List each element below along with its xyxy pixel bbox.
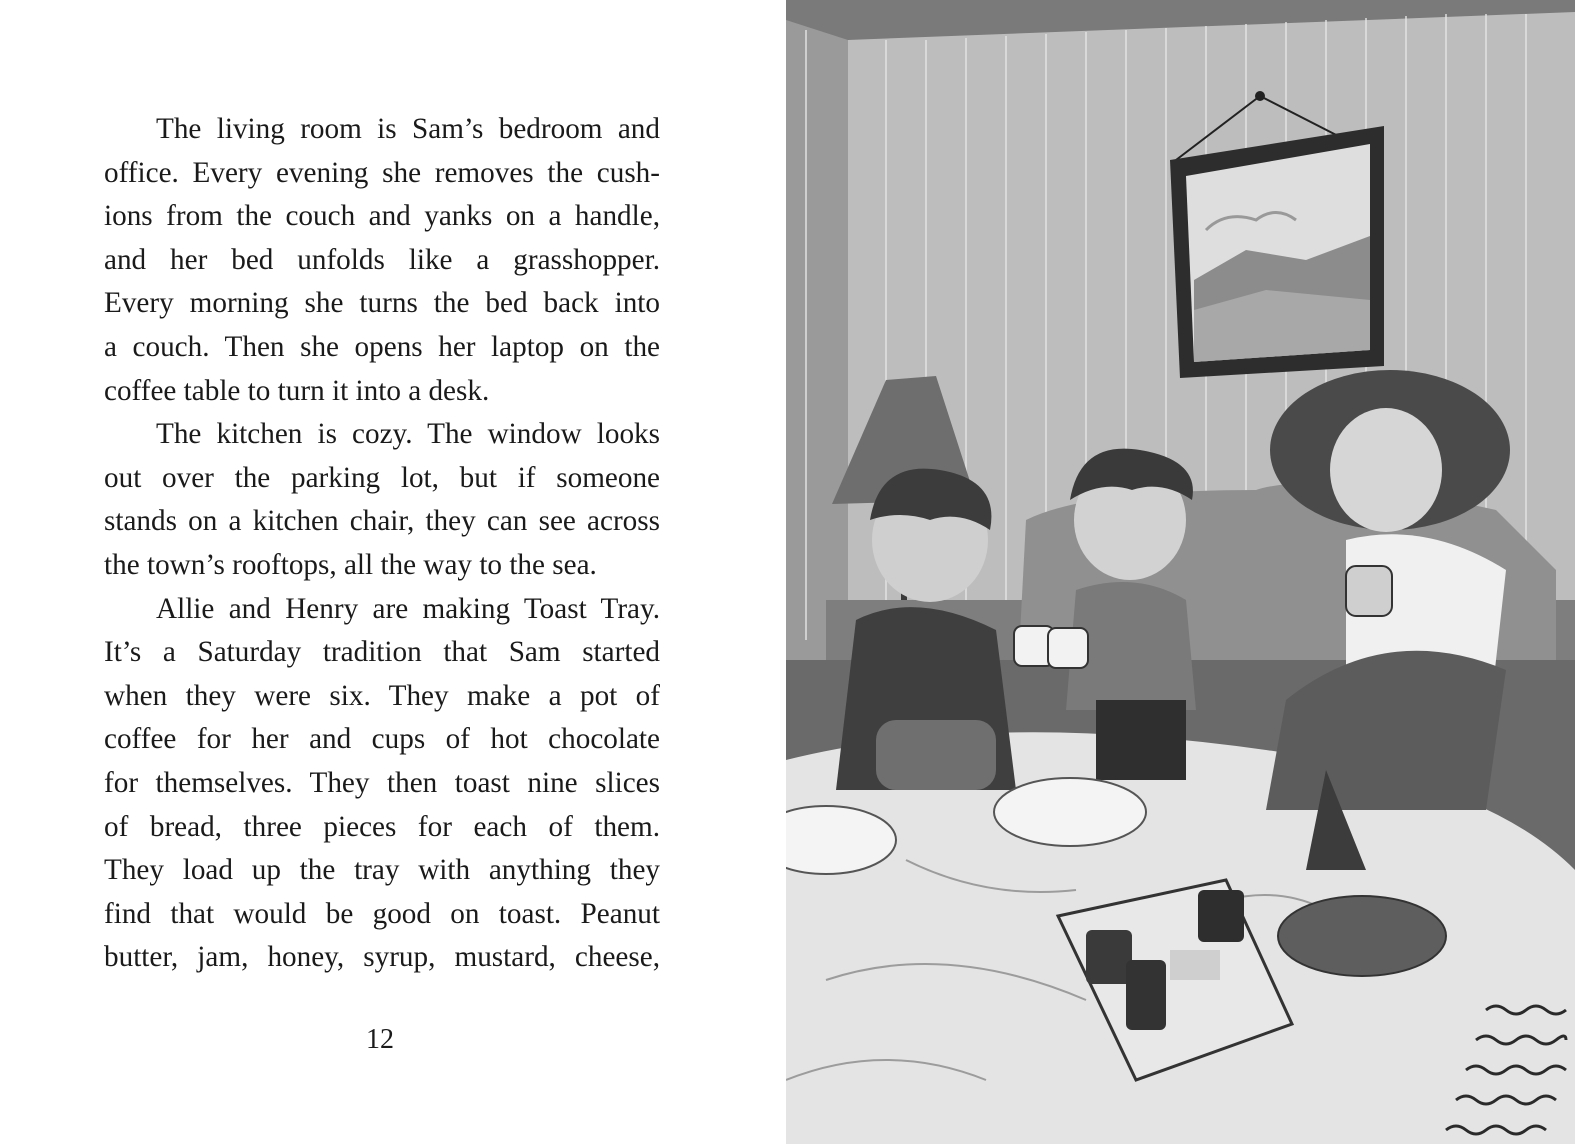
illustration-living-room: [786, 0, 1575, 1144]
text-line: coffee table to turn it into a desk.: [104, 374, 490, 407]
text-line: and her bed unfolds like a grasshopper.: [104, 243, 660, 276]
text-line: It’s a Saturday tradition that Sam started: [104, 636, 660, 669]
body-text: [104, 108, 660, 980]
illustration-drawing: [786, 0, 1575, 1144]
text-line: The living room is Sam’s bedroom and: [156, 113, 660, 145]
text-line: ions from the couch and yanks on a handle,: [104, 200, 660, 233]
text-line: when they were six. They make a pot of: [104, 679, 660, 712]
wall-corner-shadow: [786, 0, 848, 700]
text-line: They load up the tray with anything they: [104, 854, 660, 887]
text-line: out over the parking lot, but if someone: [104, 461, 660, 494]
text-line: a couch. Then she opens her laptop on the: [104, 330, 660, 363]
text-line: stands on a kitchen chair, they can see across: [104, 505, 660, 538]
page-number: 12: [366, 1024, 394, 1055]
text-line: of bread, three pieces for each of them.: [104, 810, 660, 843]
text-line: Every morning she turns the bed back into: [104, 287, 660, 320]
text-line: for themselves. They then toast nine slices: [104, 766, 660, 799]
text-line: Allie and Henry are making Toast Tray.: [156, 592, 660, 625]
text-line: find that would be good on toast. Peanut: [104, 897, 660, 930]
text-line: office. Every evening she removes the cush-: [104, 156, 660, 189]
left-page: [0, 0, 786, 1144]
text-line: the town’s rooftops, all the way to the sea.: [104, 548, 597, 581]
text-line: coffee for her and cups of hot chocolate: [104, 723, 660, 756]
text-line: The kitchen is cozy. The window looks: [156, 418, 660, 451]
text-line: butter, jam, honey, syrup, mustard, cheese,: [104, 941, 660, 974]
